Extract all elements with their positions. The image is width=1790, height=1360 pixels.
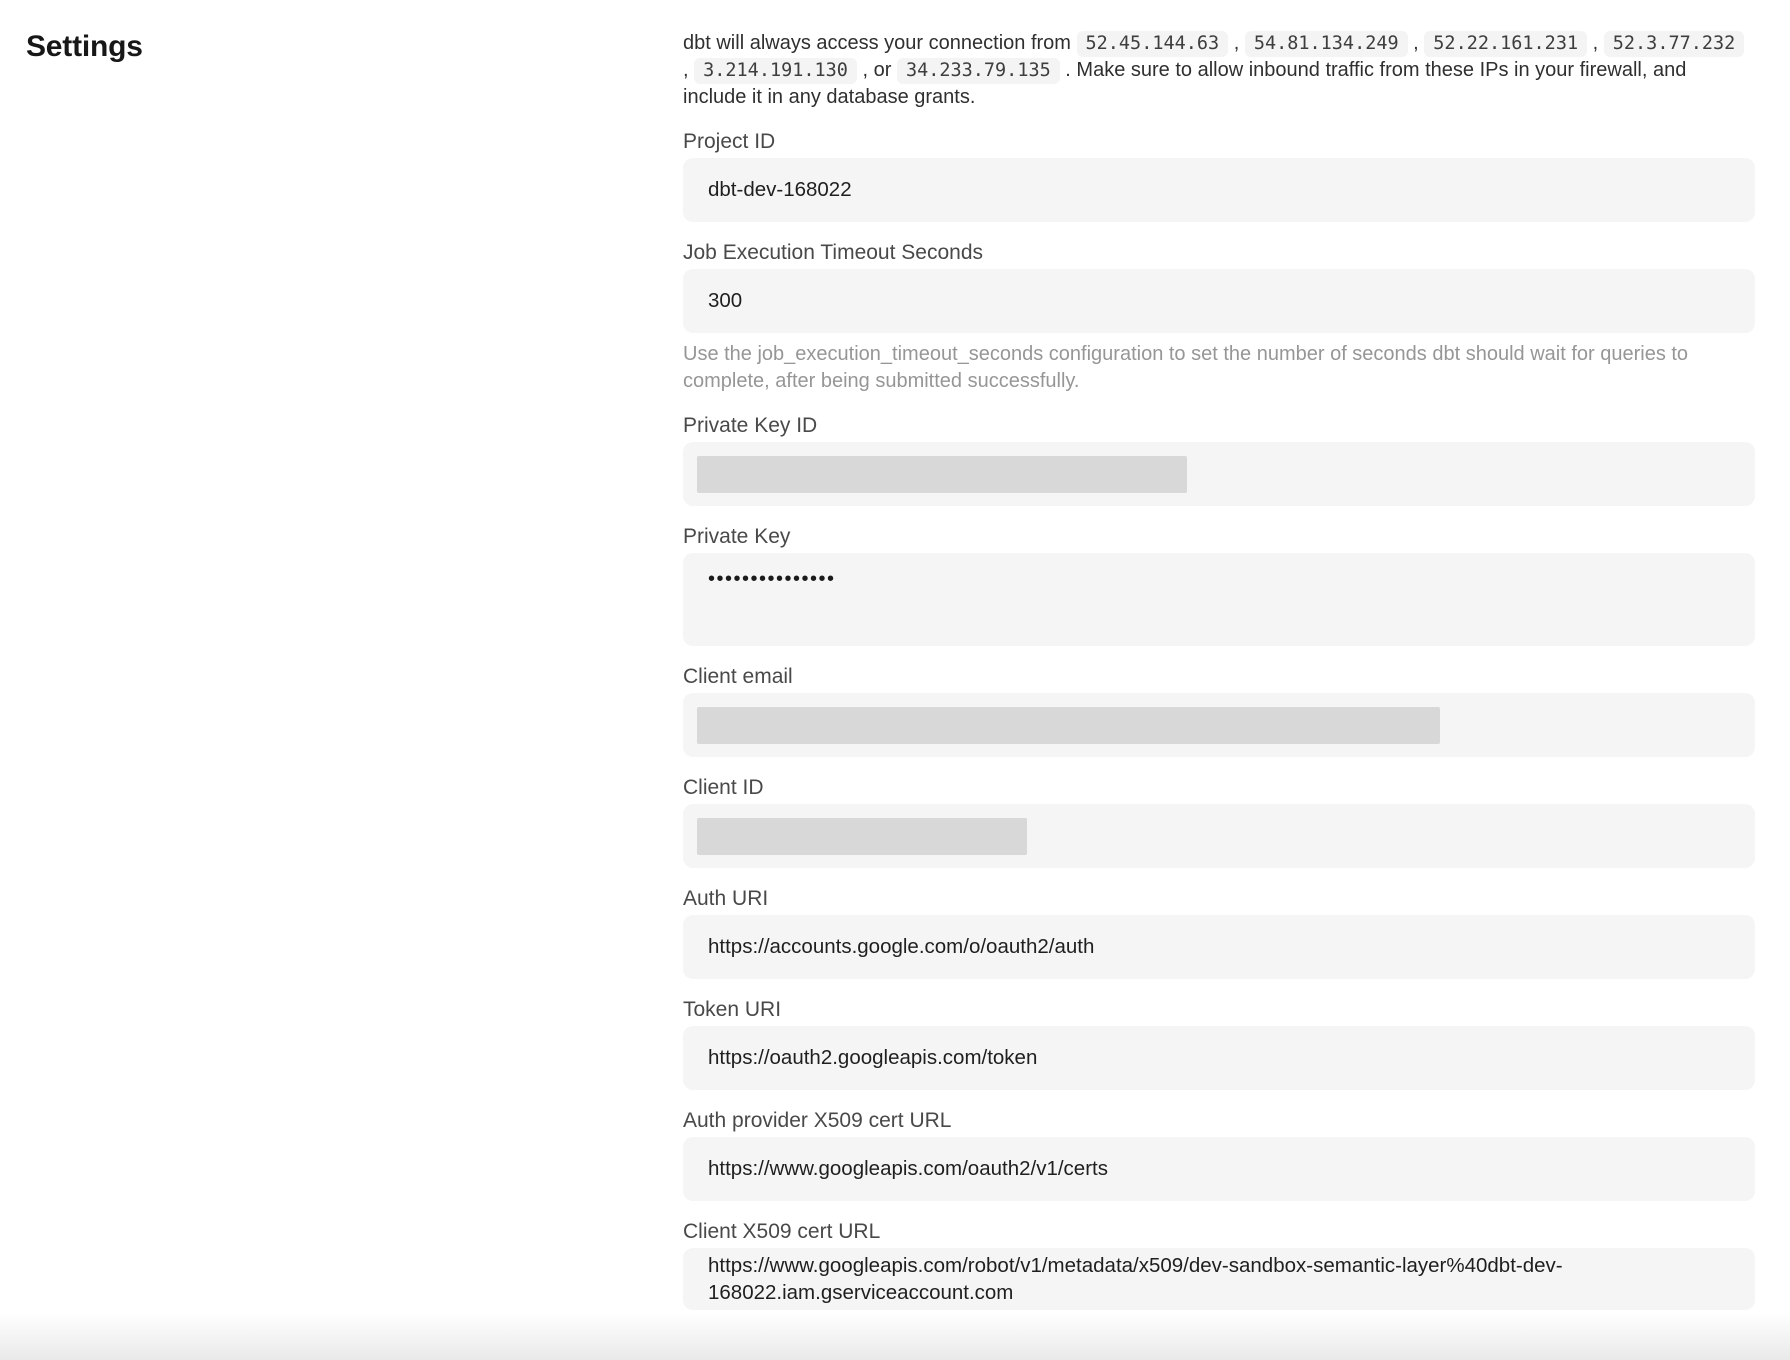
- ip-address-badge: 34.233.79.135: [897, 58, 1060, 84]
- field-value: 300: [708, 289, 743, 312]
- ip-address-badge: 52.3.77.232: [1604, 31, 1745, 57]
- form-group-auth-provider-x509-cert-url: [683, 1108, 1755, 1201]
- input-auth-uri[interactable]: [683, 915, 1755, 979]
- ip-address-badge: 3.214.191.130: [694, 58, 857, 84]
- field-value: https://oauth2.googleapis.com/token: [708, 1046, 1038, 1069]
- input-client-id[interactable]: [683, 804, 1755, 868]
- field-value: dbt-dev-168022: [708, 178, 852, 201]
- form-fields: [683, 129, 1755, 1310]
- field-label-private-key: Private Key: [683, 525, 791, 548]
- field-value: •••••••••••••••: [708, 568, 836, 590]
- page-title: Settings: [26, 30, 143, 63]
- input-private-key[interactable]: [683, 553, 1755, 646]
- ip-address-badge: 52.45.144.63: [1077, 31, 1229, 57]
- redacted-value: [697, 818, 1027, 855]
- form-group-client-x509-cert-url: [683, 1219, 1755, 1310]
- ip-address-badge: 54.81.134.249: [1245, 31, 1408, 57]
- ip-address-badge: 52.22.161.231: [1424, 31, 1587, 57]
- input-private-key-id[interactable]: [683, 442, 1755, 506]
- field-label-auth-uri: Auth URI: [683, 887, 769, 910]
- form-group-auth-uri: [683, 886, 1755, 979]
- field-label-client-x509-cert-url: Client X509 cert URL: [683, 1220, 881, 1243]
- field-label-project-id: Project ID: [683, 130, 776, 153]
- field-value: https://www.googleapis.com/robot/v1/metadata/x509/dev-sandbox-semantic-layer%40dbt-dev-168022.iam.gserviceaccount.com: [708, 1254, 1563, 1304]
- form-group-project-id: [683, 129, 1755, 222]
- redacted-value: [697, 707, 1440, 744]
- form-group-job-execution-timeout-seconds: [683, 240, 1755, 395]
- form-group-token-uri: [683, 997, 1755, 1090]
- form-group-private-key-id: [683, 413, 1755, 506]
- field-label-token-uri: Token URI: [683, 998, 782, 1021]
- field-label-auth-provider-x509-cert-url: Auth provider X509 cert URL: [683, 1109, 952, 1132]
- field-label-private-key-id: Private Key ID: [683, 414, 818, 437]
- field-help-text: Use the job_execution_timeout_seconds configuration to set the number of seconds dbt should wait for queries to complete, after being submitted successfully.: [683, 343, 1689, 392]
- form-group-client-email: [683, 664, 1755, 757]
- bottom-scroll-fade: [0, 1312, 1790, 1360]
- redacted-value: [697, 456, 1187, 493]
- field-label-client-email: Client email: [683, 665, 793, 688]
- input-job-execution-timeout-seconds[interactable]: [683, 269, 1755, 333]
- connection-ip-notice: dbt will always access your connection from 52.45.144.63 , 54.81.134.249 , 52.22.161.231 , 52.3.77.232 , 3.214.191.130 , or 34.233.79.135 . Make sure to allow inbound traffic from these IPs in your firewall, and include it in any database grants.: [683, 30, 1755, 111]
- input-auth-provider-x509-cert-url[interactable]: [683, 1137, 1755, 1201]
- input-client-email[interactable]: [683, 693, 1755, 757]
- field-value: https://accounts.google.com/o/oauth2/auth: [708, 935, 1095, 958]
- field-label-client-id: Client ID: [683, 776, 764, 799]
- field-label-job-execution-timeout-seconds: Job Execution Timeout Seconds: [683, 241, 984, 264]
- form-group-client-id: [683, 775, 1755, 868]
- form-group-private-key: [683, 524, 1755, 646]
- input-client-x509-cert-url[interactable]: [683, 1248, 1755, 1310]
- settings-form: [683, 30, 1755, 1310]
- input-token-uri[interactable]: [683, 1026, 1755, 1090]
- field-value: https://www.googleapis.com/oauth2/v1/certs: [708, 1157, 1108, 1180]
- input-project-id[interactable]: [683, 158, 1755, 222]
